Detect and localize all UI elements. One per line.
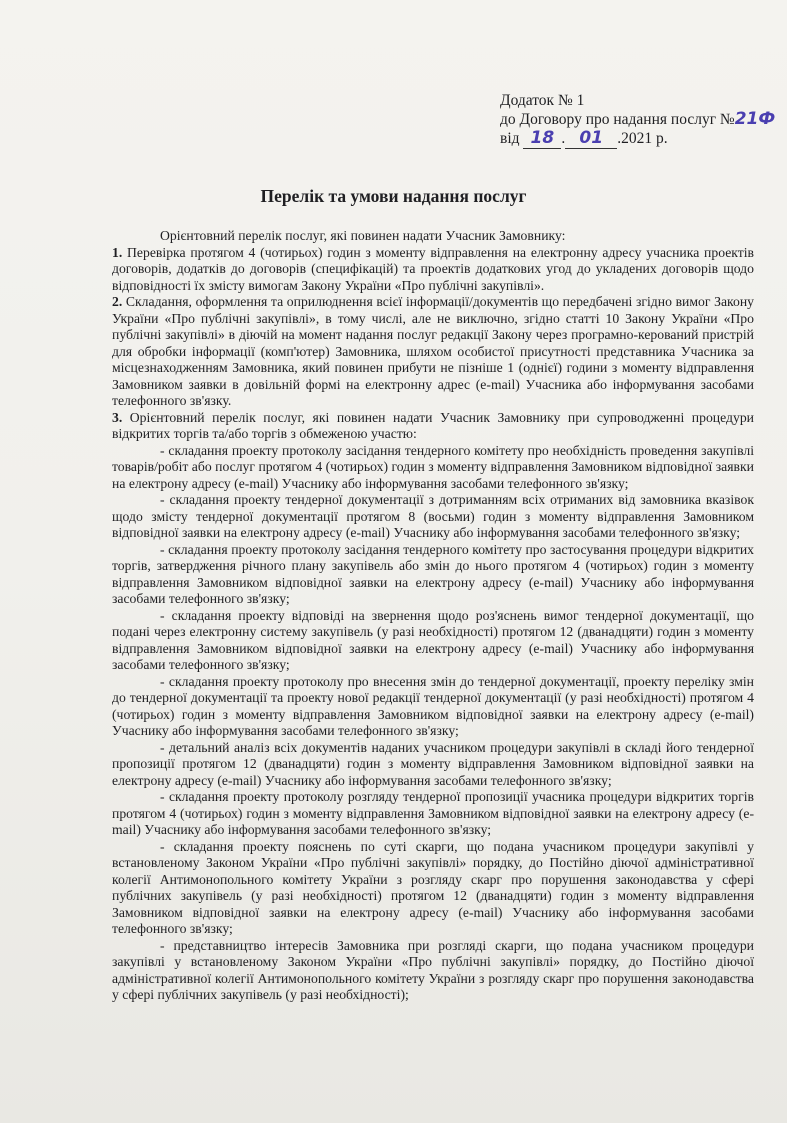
list-item: - складання проекту протоколу розгляду тендерної пропозиції учасника процедури відкритих торгів протягом 4 (чотирьох) годин з моменту відправлення Замовником відповідної заявки на електрону адресу (e-mail) Учаснику або інформування засобами телефонного зв'язку; <box>112 789 754 837</box>
list-item: - представництво інтересів Замовника при розгляді скарги, що подана учасником процедури закупівлі у встановленому Законом України «Про публічні закупівлі» порядку, до Постійно діючої адміністративної колегії Антимонопольного комітету України з розгляду скарг про порушення законодавства у сфері публічних закупівель (у разі необхідності); <box>112 937 754 1002</box>
date-month-blank <box>565 129 617 149</box>
handwritten-month: 01 <box>579 128 604 148</box>
list-item: - складання проекту пояснень по суті скарги, що подана учасником процедури закупівлі у встановленому Законом України «Про публічні закупівлі» порядку, до Постійно діючої адміністративної колегії Антимонопольного комітету України з розгляду скарг про порушення законодавства у сфері публічних закупівель (у разі необхідності) протягом 12 (дванадцяти) годин з моменту відправлення Замовником відповідної заявки на електрону адресу (e-mail) Учаснику або інформування засобами телефонного зв'язку; <box>112 838 754 936</box>
list-item: - складання проекту протоколу засідання тендерного комітету про застосування процедури відкритих торгів, затвердження річного плану закупівель або змін до нього протягом 4 (чотирьох) годин з моменту відправлення Замовником відповідної заявки на електрону адресу (e-mail) Учаснику або інформування засобами телефонного зв'язку; <box>112 541 754 606</box>
list-item: - складання проекту протоколу про внесення змін до тендерної документації, проекту переліку змін до тендерної документації та проекту нової редакції тендерної документації (у разі необхідності) протягом 4 (чотирьох) годин з моменту відправлення Замовником відповідної заявки на електрону адресу (e-mail) Учаснику або інформування засобами телефонного зв'язку; <box>112 673 754 738</box>
date-suffix: .2021 р. <box>617 130 668 147</box>
list-item: - складання проекту відповіді на звернення щодо роз'яснень вимог тендерної документації, що подані через електронну систему закупівель (у разі необхідності) протягом 12 (дванадцяти) годин з моменту відправлення Замовником відповідної заявки на електрону адресу (e-mail) Учаснику або інформування засобами телефонного зв'язку; <box>112 607 754 672</box>
item-1-number: 1. <box>112 244 123 260</box>
item-2 <box>112 294 754 410</box>
item-2-text: Складання, оформлення та оприлюднення всієї інформації/документів що передбачені згідно вимог Закону України «Про публічні закупівлі», в тому числі, але не виключно, згідно статті 10 Закону України «Про публічні закупівлі» в діючій на момент надання послуг редакції Закону через програмно-керований пристрій для обробки інформації (комп'ютер) Замовника, шляхом особистої присутності представника Учасника за місцезнаходженням Замовника, який повинен прибути не пізніше 1 (однієї) години з моменту відправлення Замовником заявки в довільній формі на електронну адрес (e-mail) Учасника або інформування засобами телефонного зв'язку. <box>112 294 754 408</box>
item-3-number: 3. <box>112 409 123 425</box>
date-prefix: від <box>500 130 520 147</box>
appendix-contract-line <box>500 110 780 129</box>
document-body <box>112 228 754 1004</box>
item-1-text: Перевірка протягом 4 (чотирьох) годин з моменту відправлення на електронну адресу учасника проектів договорів, додатків до договорів (специфікацій) та проектів додаткових угод до укладених договорів щодо відповідності їх змісту вимогам Закону України «Про публічні закупівлі». <box>112 244 755 293</box>
handwritten-day: 18 <box>530 128 555 148</box>
appendix-number: Додаток № 1 <box>500 92 585 109</box>
page-title: Перелік та умови надання послуг <box>260 186 527 206</box>
handwritten-contract-number: 21Ф <box>734 109 776 129</box>
appendix-date-line: від 18 . 01 .2021 р. <box>500 128 668 148</box>
item-3 <box>112 410 754 443</box>
list-item: - складання проекту протоколу засідання тендерного комітету про необхідність проведення закупівлі товарів/робіт або послуг протягом 4 (чотирьох) годин з моменту відправлення Замовником відповідної заявки на електрону адресу (e-mail) Учаснику або інформування засобами телефонного зв'язку; <box>112 442 754 491</box>
appendix-header <box>500 92 780 149</box>
list-item: - детальний аналіз всіх документів наданих учасником процедури закупівлі в складі його тендерної пропозиції протягом 12 (дванадцяти) годин з моменту відправлення Замовником відповідної заявки на електрону адресу (e-mail) Учаснику або інформування засобами телефонного зв'язку; <box>112 739 754 788</box>
item-1 <box>112 245 754 295</box>
intro-paragraph: Орієнтовний перелік послуг, які повинен надати Учасник Замовнику: <box>160 228 566 243</box>
item-2-number: 2. <box>112 294 123 309</box>
list-item: - складання проекту тендерної документації з дотриманням всіх отриманих від замовника вказівок щодо змісту тендерної документації протягом 8 (восьми) годин з моменту відправлення Замовником відповідної заявки на електрону адресу (e-mail) Учаснику або інформування засобами телефонного зв'язку; <box>112 492 754 540</box>
date-day-blank <box>523 129 561 149</box>
appendix-contract-text: до Договору про надання послуг № <box>500 111 735 128</box>
item-3-text: Орієнтовний перелік послуг, які повинен надати Учасник Замовнику при супроводженні процедури відкритих торгів та/або торгів з обмеженою участю: <box>112 409 754 441</box>
